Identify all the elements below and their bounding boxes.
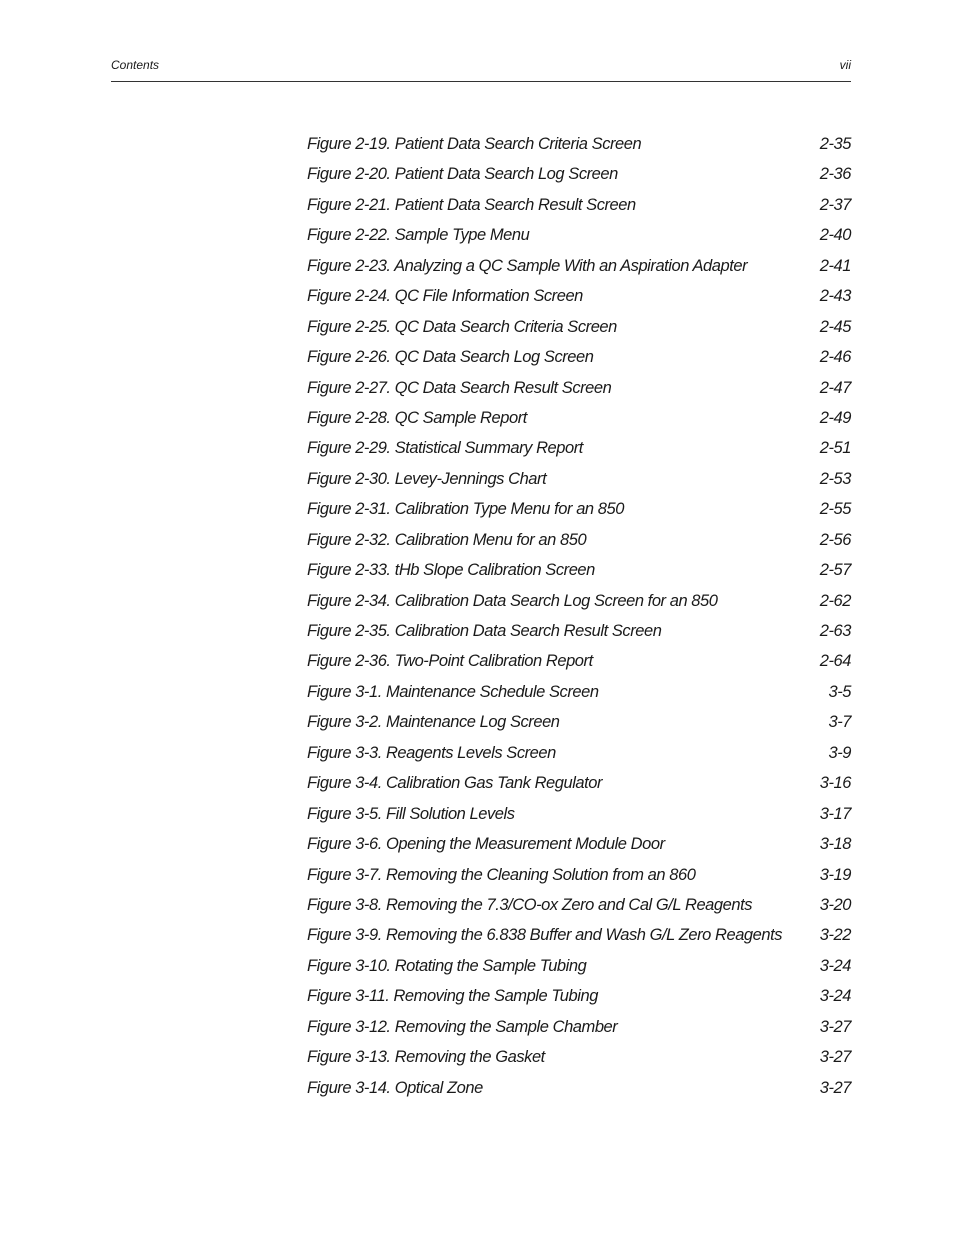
toc-entry-title: Figure 2-28. QC Sample Report xyxy=(307,408,527,427)
toc-entry-title: Figure 2-20. Patient Data Search Log Screen xyxy=(307,165,618,184)
toc-entry xyxy=(307,860,851,890)
toc-entry-title: Figure 2-32. Calibration Menu for an 850 xyxy=(307,530,587,549)
toc-entry-title: Figure 3-5. Fill Solution Levels xyxy=(307,804,515,823)
toc-entry-title: Figure 2-22. Sample Type Menu xyxy=(307,226,530,245)
toc-entry-page-number: 2-64 xyxy=(819,652,851,671)
toc-entry xyxy=(307,555,851,585)
toc-entry xyxy=(307,220,851,250)
toc-entry xyxy=(307,433,851,463)
toc-entry-page-number: 3-27 xyxy=(819,1048,851,1067)
toc-entry-page-number: 3-24 xyxy=(819,987,851,1006)
toc-entry-title: Figure 2-21. Patient Data Search Result Screen xyxy=(307,195,636,214)
toc-entry-title: Figure 3-10. Rotating the Sample Tubing xyxy=(307,956,587,975)
toc-entry-title: Figure 2-31. Calibration Type Menu for an 850 xyxy=(307,500,624,519)
toc-entry-title: Figure 2-34. Calibration Data Search Log Screen for an 850 xyxy=(307,591,718,610)
toc-entry-page-number: 3-27 xyxy=(819,1017,851,1036)
toc-entry xyxy=(307,981,851,1011)
toc-entry-title: Figure 3-6. Opening the Measurement Module Door xyxy=(307,835,665,854)
toc-entry-page-number: 2-35 xyxy=(819,135,851,153)
toc-entry-title: Figure 3-4. Calibration Gas Tank Regulator xyxy=(307,774,603,793)
toc-entry xyxy=(307,1012,851,1042)
toc-entry xyxy=(307,129,851,159)
toc-entry-title: Figure 3-13. Removing the Gasket xyxy=(307,1048,545,1067)
toc-entry-title: Figure 3-2. Maintenance Log Screen xyxy=(307,713,560,732)
toc-entry-page-number: 2-55 xyxy=(819,500,851,519)
toc-entry-title: Figure 3-1. Maintenance Schedule Screen xyxy=(307,682,599,701)
toc-entry-title: Figure 2-24. QC File Information Screen xyxy=(307,287,583,306)
toc-entry xyxy=(307,525,851,555)
toc-entry-page-number: 2-43 xyxy=(819,287,851,306)
toc-entry-title: Figure 2-25. QC Data Search Criteria Screen xyxy=(307,317,617,336)
toc-entry xyxy=(307,251,851,281)
toc-entry xyxy=(307,920,851,950)
toc-entry-title: Figure 2-30. Levey-Jennings Chart xyxy=(307,469,547,488)
toc-entry-page-number: 2-46 xyxy=(819,348,851,367)
toc-entry-title: Figure 2-35. Calibration Data Search Result Screen xyxy=(307,622,662,640)
toc-entry xyxy=(307,707,851,737)
toc-entry-title: Figure 3-3. Reagents Levels Screen xyxy=(307,743,556,762)
toc-entry-title: Figure 3-12. Removing the Sample Chamber xyxy=(307,1017,618,1036)
toc-entry xyxy=(307,373,851,403)
toc-entry xyxy=(307,1042,851,1072)
toc-entry-page-number: 3-22 xyxy=(819,926,851,945)
toc-entry xyxy=(307,281,851,311)
running-header xyxy=(111,56,851,76)
toc-entry xyxy=(307,494,851,524)
toc-entry xyxy=(307,829,851,859)
toc-entry-title: Figure 2-19. Patient Data Search Criteria Screen xyxy=(307,135,642,153)
toc-entry xyxy=(307,403,851,433)
toc-entry-title: Figure 2-29. Statistical Summary Report xyxy=(307,439,583,458)
list-of-figures xyxy=(307,129,851,1103)
toc-entry xyxy=(307,159,851,189)
toc-entry xyxy=(307,586,851,616)
toc-entry-page-number: 3-27 xyxy=(819,1078,851,1097)
toc-entry-title: Figure 2-23. Analyzing a QC Sample With an Aspiration Adapter xyxy=(307,256,748,275)
toc-entry-page-number: 3-19 xyxy=(819,865,851,884)
toc-entry xyxy=(307,951,851,981)
toc-entry xyxy=(307,1073,851,1103)
toc-entry-page-number: 2-40 xyxy=(819,226,851,245)
toc-entry xyxy=(307,342,851,372)
toc-entry xyxy=(307,646,851,676)
toc-entry-page-number: 3-5 xyxy=(828,682,851,701)
toc-entry-title: Figure 2-26. QC Data Search Log Screen xyxy=(307,348,594,367)
toc-entry-page-number: 2-45 xyxy=(819,317,851,336)
header-page-number: vii xyxy=(839,58,851,72)
toc-entry-page-number: 3-9 xyxy=(828,743,851,762)
toc-entry-page-number: 3-18 xyxy=(819,835,851,854)
toc-entry-title: Figure 3-14. Optical Zone xyxy=(307,1078,483,1097)
toc-entry-title: Figure 2-27. QC Data Search Result Screen xyxy=(307,378,612,397)
toc-entry-page-number: 2-51 xyxy=(819,439,851,458)
toc-entry-page-number: 2-36 xyxy=(819,165,851,184)
toc-entry-title: Figure 3-9. Removing the 6.838 Buffer and Wash G/L Zero Reagents xyxy=(307,926,783,945)
toc-entry-title: Figure 3-8. Removing the 7.3/CO-ox Zero and Cal G/L Reagents xyxy=(307,895,753,914)
header-divider xyxy=(111,81,851,82)
toc-entry xyxy=(307,677,851,707)
toc-entry-page-number: 2-47 xyxy=(819,378,851,397)
header-section-title: Contents xyxy=(111,58,160,72)
toc-entry-title: Figure 3-11. Removing the Sample Tubing xyxy=(307,987,598,1006)
toc-entry-title: Figure 3-7. Removing the Cleaning Solution from an 860 xyxy=(307,865,696,884)
toc-entry-title: Figure 2-33. tHb Slope Calibration Screen xyxy=(307,561,595,580)
toc-entry xyxy=(307,464,851,494)
toc-entry-page-number: 3-24 xyxy=(819,956,851,975)
toc-entry xyxy=(307,799,851,829)
toc-entry-page-number: 2-49 xyxy=(819,408,851,427)
toc-entry-page-number: 3-17 xyxy=(819,804,851,823)
toc-entry xyxy=(307,890,851,920)
toc-entry xyxy=(307,312,851,342)
toc-entry-page-number: 2-53 xyxy=(819,469,851,488)
toc-entry xyxy=(307,768,851,798)
toc-entry-title: Figure 2-36. Two-Point Calibration Report xyxy=(307,652,593,671)
toc-entry-page-number: 2-56 xyxy=(819,530,851,549)
toc-entry-page-number: 2-41 xyxy=(819,256,851,275)
toc-entry xyxy=(307,738,851,768)
toc-entry xyxy=(307,190,851,220)
toc-entry-page-number: 2-63 xyxy=(819,622,851,640)
toc-entry-page-number: 3-7 xyxy=(828,713,851,732)
toc-entry-page-number: 2-62 xyxy=(819,591,851,610)
toc-entry-page-number: 3-20 xyxy=(819,895,851,914)
toc-entry xyxy=(307,616,851,646)
toc-entry-page-number: 2-37 xyxy=(819,195,851,214)
toc-entry-page-number: 3-16 xyxy=(819,774,851,793)
toc-entry-page-number: 2-57 xyxy=(819,561,851,580)
